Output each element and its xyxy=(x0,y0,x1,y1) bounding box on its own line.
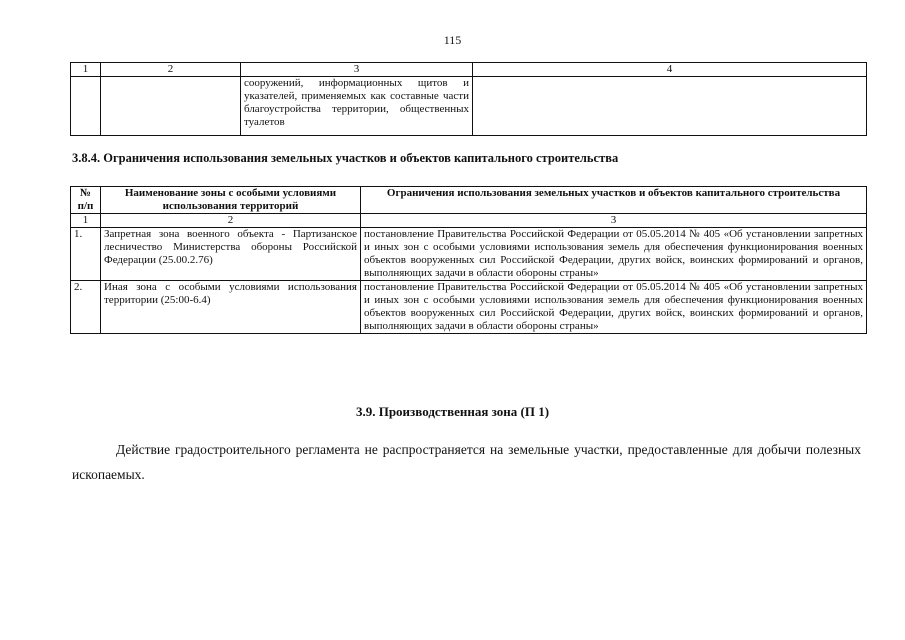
column-number-1: 1 xyxy=(71,63,101,77)
table-header-row xyxy=(71,63,867,77)
header-zone: Наименование зоны с особыми условиями использования территорий xyxy=(101,187,361,214)
header-num: № п/п xyxy=(71,187,101,214)
table-row xyxy=(71,77,867,136)
table-row xyxy=(71,228,867,281)
column-number-1: 1 xyxy=(71,214,101,228)
restriction-text: постановление Правительства Российской Федерации от 05.05.2014 № 405 «Об установлении запретных и иных зон с особыми условиями использования земель для обеспечения функционирования военных объектов вооруженных сил Российской Федерации, других войск, воинских формирований и органов, выполняющих задачи в области обороны страны» xyxy=(361,281,867,334)
restrictions-table xyxy=(70,186,867,334)
row-number: 1. xyxy=(71,228,101,281)
column-number-2: 2 xyxy=(101,214,361,228)
continuation-table xyxy=(70,62,867,136)
column-number-2: 2 xyxy=(101,63,241,77)
page-number: 115 xyxy=(443,33,462,47)
header-restrictions: Ограничения использования земельных участков и объектов капитального строительства xyxy=(361,187,867,214)
table-row xyxy=(71,281,867,334)
column-number-3: 3 xyxy=(361,214,867,228)
table-index-row xyxy=(71,214,867,228)
section-heading: 3.8.4. Ограничения использования земельных участков и объектов капитального строительства xyxy=(72,151,619,165)
section-heading: 3.9. Производственная зона (П 1) xyxy=(355,404,550,419)
table-cell xyxy=(71,77,101,136)
zone-name: Запретная зона военного объекта - Партизанское лесничество Министерства обороны Российской Федерации (25.00.2.76) xyxy=(101,228,361,281)
body-paragraph: Действие градостроительного регламента не распространяется на земельные участки, предоставленные для добычи полезных ископаемых. xyxy=(72,442,861,482)
table-header-row xyxy=(71,187,867,214)
restriction-text: постановление Правительства Российской Федерации от 05.05.2014 № 405 «Об установлении запретных и иных зон с особыми условиями использования земель для обеспечения функционирования военных объектов вооруженных сил Российской Федерации, других войск, воинских формирований и органов, выполняющих задачи в области обороны страны» xyxy=(361,228,867,281)
column-number-3: 3 xyxy=(241,63,473,77)
table-cell xyxy=(473,77,867,136)
zone-name: Иная зона с особыми условиями использования территории (25:00-6.4) xyxy=(101,281,361,334)
column-number-4: 4 xyxy=(473,63,867,77)
row-number: 2. xyxy=(71,281,101,334)
table-cell: сооружений, информационных щитов и указателей, применяемых как составные части благоустройства территории, общественных туалетов xyxy=(241,77,473,136)
table-cell xyxy=(101,77,241,136)
